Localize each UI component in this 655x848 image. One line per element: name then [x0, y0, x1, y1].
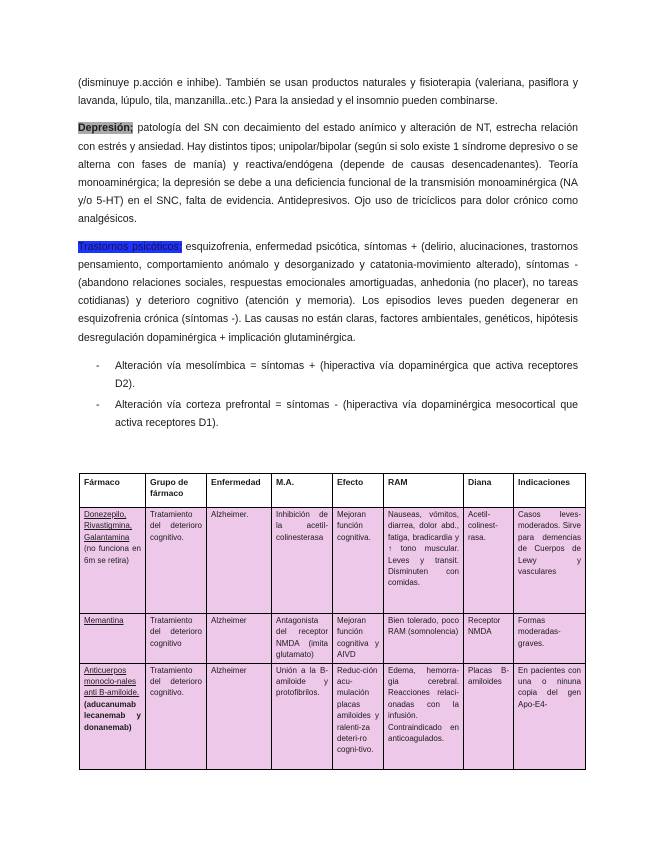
cell-indicaciones: Formas moderadas-graves. [514, 614, 586, 664]
intro-paragraph: (disminuye p.acción e inhibe). También se usan productos naturales y fisioterapia (valeriana, pasiflora y lavanda, lúpulo, tila, manzanilla..etc.) Para la ansiedad y el insomnio pueden combinarse. [78, 77, 578, 108]
drug-note: (aducanumab lecanemab y donanemab) [84, 699, 141, 732]
cell-indicaciones: En pacientes con una o ninuna copia del gen Apo-E4- [514, 663, 586, 769]
cell-farmaco [80, 508, 146, 614]
depresion-paragraph [78, 119, 578, 228]
trastornos-paragraph [78, 238, 578, 347]
cell-grupo: Tratamiento del deterioro cognitivo. [146, 663, 207, 769]
column-header: Indicaciones [514, 474, 586, 508]
cell-ma: Inhibición de la acetil-colinesterasa [272, 508, 333, 614]
cell-grupo: Tratamiento del deterioro cognitivo. [146, 508, 207, 614]
cell-enfermedad: Alzheimer [207, 663, 272, 769]
table-row [80, 614, 586, 664]
drug-table [79, 473, 586, 770]
column-header: Efecto [333, 474, 384, 508]
trastornos-heading: Trastornos psicóticos; [78, 240, 182, 253]
column-header: Enfermedad [207, 474, 272, 508]
cell-grupo: Tratamiento del deterioro cognitivo [146, 614, 207, 664]
cell-diana: Receptor NMDA [464, 614, 514, 664]
cell-ma: Antagonista del receptor NMDA (imita glutamato) [272, 614, 333, 664]
column-header: Diana [464, 474, 514, 508]
cell-efecto: Mejoran función cognitiva y AIVD [333, 614, 384, 664]
cell-ma: Unión a la B-amiloide y protofibrilos. [272, 663, 333, 769]
cell-ram: Nauseas, vómitos, diarrea, dolor abd., fatiga, bradicardia y ↑ tono muscular. Leves y transit. Disminuten con comidas. [384, 508, 464, 614]
table-row [80, 508, 586, 614]
column-header: M.A. [272, 474, 333, 508]
depresion-text: patología del SN con decaimiento del estado anímico y alteración de NT, estrecha relación con estrés y ansiedad. Hay distintos tipos; unipolar/bipolar (según si solo existe 1 síndrome depresivo o se alterna con fases de manía) y reactiva/endógena (depende de causas desencadenantes). Teoría monoaminérgica; la depresión se debe a una deficiencia funcional de la transmisión monoaminérgica (NA y/o 5-HT) en el SNC, falta de evidencia. Antidepresivos. Ojo uso de tricíclicos para dolor crónico como analgésicos. [78, 122, 578, 226]
table-row [80, 663, 586, 769]
drug-note: (no funciona en 6m se retira) [84, 544, 141, 565]
list-item [78, 396, 578, 432]
cell-efecto: Mejoran función cognitiva. [333, 508, 384, 614]
cell-farmaco [80, 614, 146, 664]
trastornos-text: esquizofrenia, enfermedad psicótica, síntomas + (delirio, alucinaciones, trastornos pensamiento, comportamiento anómalo y desorganizado y catatonia-movimiento alterado), síntomas - (abandono relaciones sociales, respuestas emocionales amortiguadas, anhedonia (no placer), no tareas cotidianas) y deterioro cognitivo (atención y memoria). Los episodios leves pueden degenerar en esquizofrenia crónica (síntomas -). Las causas no están claras, factores ambientales, genéticos, hipótesis desregulación dopaminérgica + implicación glutaminérgica. [78, 240, 578, 344]
column-header: Fármaco [80, 474, 146, 508]
document-page [78, 74, 578, 433]
cell-enfermedad: Alzheimer. [207, 508, 272, 614]
cell-farmaco [80, 663, 146, 769]
drug-name: Donezepilo, Rivastigmina, Galantamina [84, 510, 133, 542]
cell-enfermedad: Alzheimer [207, 614, 272, 664]
column-header: RAM [384, 474, 464, 508]
cell-efecto: Reduc-ción acu-mulación placas amiloides y ralenti-za deteri-ro cogni-tivo. [333, 663, 384, 769]
cell-ram: Bien tolerado, poco RAM (somnolencia) [384, 614, 464, 664]
drug-name: Anticuerpos monoclo-nales anti B-amiloide. [84, 665, 140, 698]
cell-diana: Placas B-amiloides [464, 663, 514, 769]
list-item-text: Alteración vía mesolímbica = síntomas + (hiperactiva vía dopaminérgica que activa receptores D2). [115, 359, 578, 391]
list-item [78, 357, 578, 393]
pathway-list [78, 357, 578, 433]
depresion-heading: Depresión; [78, 122, 134, 135]
dash-marker: - [96, 359, 100, 372]
cell-ram: Edema, hemorra-gia cerebral. Reacciones relaci-onadas con la infusión. Contraindicado en anticoagulados. [384, 663, 464, 769]
table-header-row [80, 474, 586, 508]
dash-marker: - [96, 399, 100, 412]
drug-name: Memantina [84, 616, 124, 625]
list-item-text: Alteración vía corteza prefrontal = síntomas - (hiperactiva vía dopaminérgica mesocortical que activa receptores D1). [115, 399, 578, 430]
cell-diana: Acetil-colinest-rasa. [464, 508, 514, 614]
cell-indicaciones: Casos leves-moderados. Sirve para demencias de Cuerpos de Lewy y vasculares [514, 508, 586, 614]
column-header: Grupo de fármaco [146, 474, 207, 508]
